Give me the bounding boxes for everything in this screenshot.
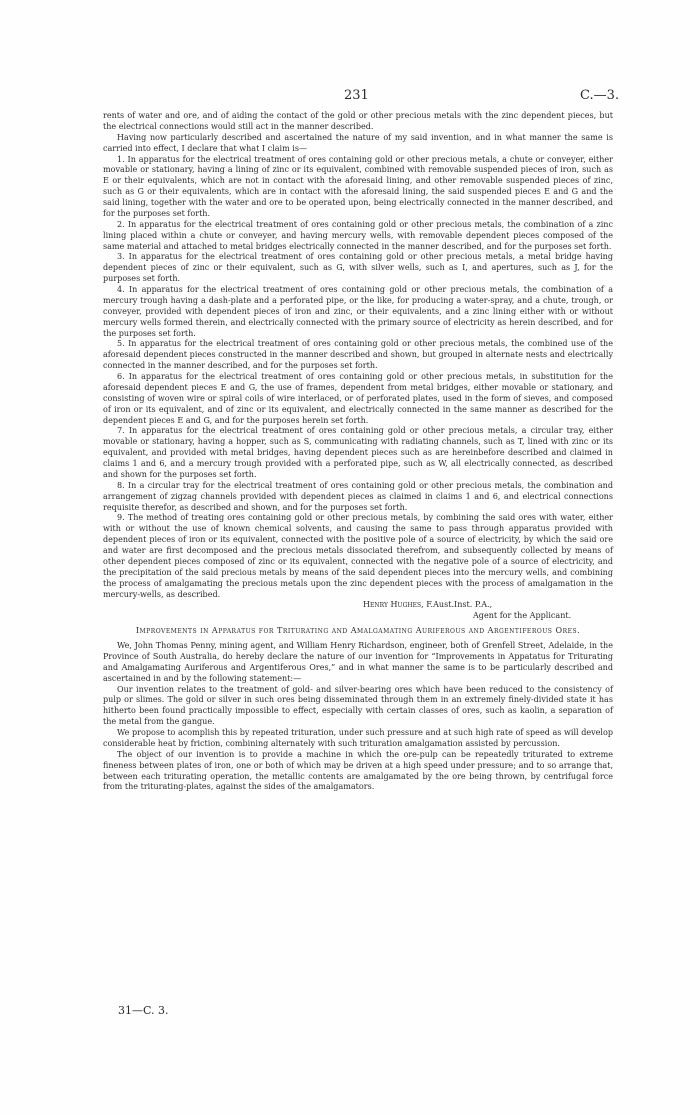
page-number: 231 [344,88,369,103]
page-body [103,111,613,793]
claim-3: 3. In apparatus for the electrical treatment of ores containing gold or other precious metals, a metal bridge having dependent pieces of zinc or their equivalent, such as G, with silver wells, such as I, and apertures, such as J, for the purposes set forth. [103,252,613,284]
claim-5: 5. In apparatus for the electrical treatment of ores containing gold or other precious metals, the combined use of the aforesaid dependent pieces constructed in the manner described and shown, but grouped in alternate nests and electrically connected in the manner described, and for the purposes set forth. [103,339,613,371]
document-reference: C.—3. [580,88,620,103]
paragraph: We, John Thomas Penny, mining agent, and William Henry Richardson, engineer, both of Grenfell Street, Adelaide, in the Province of South Australia, do hereby declare the nature of our invention for “Improvements in Appatatus for Triturating and Amalgamating Auriferous and Argentiferous Ores,” and in what manner the same is to be particularly described and ascertained in and by the following statement:— [103,641,613,683]
claim-6: 6. In apparatus for the electrical treatment of ores containing gold or other precious metals, in substitution for the aforesaid dependent pieces E and G, the use of frames, dependent from metal bridges, either movable or stationary, and consisting of woven wire or spiral coils of wire interlaced, or of perforated plates, used in the form of sieves, and composed of iron or its equivalent, and of zinc or its equivalent, and electrically connected in the same manner as described for the dependent pieces E and G, and for the purposes herein set forth. [103,372,613,425]
paragraph: The object of our invention is to provide a machine in which the ore-pulp can be repeatedly triturated to extreme fineness between plates of iron, one or both of which may be driven at a high speed under pressure; and to so arrange that, between each triturating operation, the metallic contents are amalgamated by the ore being thrown, by centrifugal force from the triturating-plates, against the sides of the amalgamators. [103,749,613,792]
claim-4: 4. In apparatus for the electrical treatment of ores containing gold or other precious metals, the combination of a mercury trough having a dash-plate and a perforated pipe, or the like, for producing a water-spray, and a chute, trough, or conveyer, provided with dependent pieces of iron and zinc, or their equivalents, and a zinc lining either with or without mercury wells formed therein, and electrically connected with the primary source of electricity as herein described, and for the purposes set forth. [103,285,613,338]
claim-2: 2. In apparatus for the electrical treatment of ores containing gold or other precious metals, the combination of a zinc lining placed within a chute or conveyer, and having mercury wells, with removable dependent pieces composed of the same material and attached to metal bridges electrically connected in the manner described, and for the purposes set forth. [103,219,613,251]
page-footer: 31—C. 3. [118,1004,169,1017]
signature-credentials: , F.Aust.Inst. P.A., [421,600,493,610]
section-title: Improvements in Apparatus for Triturating and Amalgamating Auriferous and Argentiferous Ores. [135,626,581,636]
signature-role: Agent for the Applicant. [473,611,572,621]
paragraph: We propose to acomplish this by repeated trituration, under such pressure and at such high rate of speed as will develop considerable heat by friction, combining alternately with such trituration amalgamation assisted by percussion. [103,728,613,748]
claim-8: 8. In a circular tray for the electrical treatment of ores containing gold or other precious metals, the combination and arrangement of zigzag channels provided with dependent pieces as claimed in claims 1 and 6, and electrical connections requisite therefor, as described and shown, and for the purposes set forth. [103,480,613,512]
paragraph: Our invention relates to the treatment of gold- and silver-bearing ores which have been reduced to the consistency of pulp or slimes. The gold or silver in such ores being disseminated through them in an extremely finely-divided state it has hitherto been found practically impossible to effect, especially with certain classes of ores, such as kaolin, a separation of the metal from the gangue. [103,684,613,727]
signature [103,600,613,611]
paragraph: Having now particularly described and ascertained the nature of my said invention, and in what manner the same is carried into effect, I declare that what I claim is— [103,132,613,153]
signature-name: Henry Hughes [363,600,422,610]
claim-9: 9. The method of treating ores containing gold or other precious metals, by combining the said ores with water, either with or without the use of known chemical solvents, and causing the same to pass through apparatus provided with dependent pieces of iron or its equivalent, connected with the positive pole of a source of electricity, by which the said ore and water are first decomposed and the precious metals dissociated therefrom, and subsequently collected by means of other dependent pieces composed of zinc or its equivalent, connected with the negative pole of a source of electricity, and the precipitation of the said precious metals by means of the said dependent pieces into the mercury wells, and combining the process of amalgamating the precious metals upon the zinc dependent pieces with the process of amalgamation in the mercury-wells, as described. [103,513,613,599]
paragraph: rents of water and ore, and of aiding the contact of the gold or other precious metals with the zinc dependent pieces, but the electrical connections would still act in the manner described. [103,111,613,131]
claim-1: 1. In apparatus for the electrical treatment of ores containing gold or other precious metals, a chute or conveyer, either movable or stationary, having a lining of zinc or its equivalent, combined with removable suspended pieces of iron, such as E or their equivalents, which are not in contact with the aforesaid lining, and other removable suspended pieces of zinc, such as G or their equivalents, which are in contact with the aforesaid lining, the said suspended pieces E and G and the said lining, together with the water and ore to be operated upon, being electrically connected in the manner described, and for the purposes set forth. [103,154,613,218]
page-header [0,88,700,104]
claim-7: 7. In apparatus for the electrical treatment of ores containing gold or other precious metals, a circular tray, either movable or stationary, having a hopper, such as S, communicating with radiating channels, such as T, lined with zinc or its equivalent, and provided with metal bridges, having dependent pieces such as are hereinbefore described and claimed in claims 1 and 6, and a mercury trough provided with a perforated pipe, such as W, all electrically connected, as described and shown for the purposes set forth. [103,426,613,479]
